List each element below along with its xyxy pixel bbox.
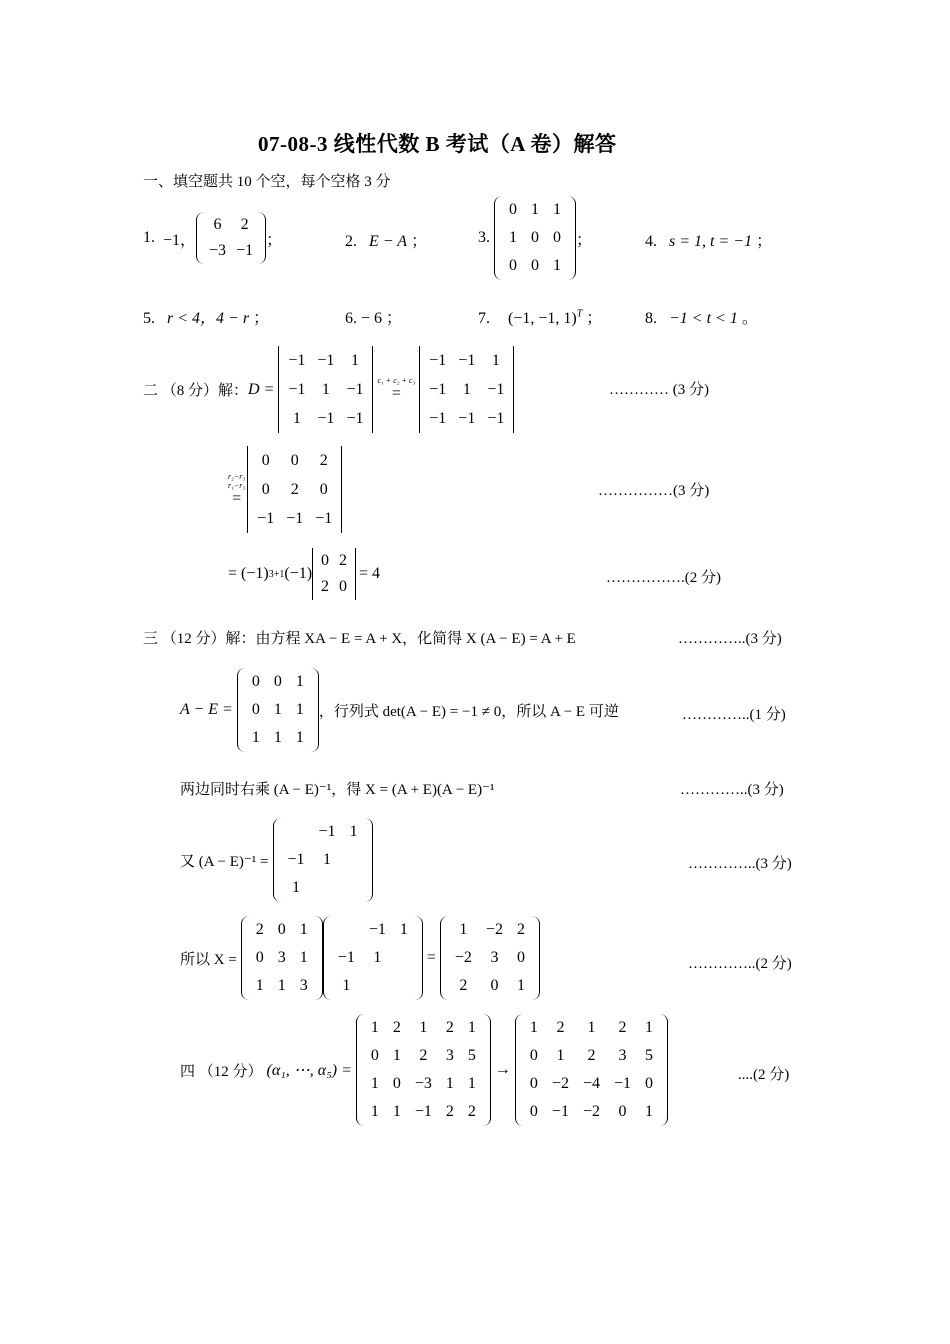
answer-3-end: ； <box>576 231 593 249</box>
matrix-cell: 5 <box>645 1047 654 1064</box>
matrix-cell: −1 <box>429 352 447 369</box>
matrix-cell: 0 <box>529 1075 538 1092</box>
bracket-right <box>415 916 423 1000</box>
matrix-row <box>364 1098 483 1126</box>
matrix-cell: 0 <box>529 1047 538 1064</box>
matrix-cell: 0 <box>273 673 282 690</box>
matrix-cell: 2 <box>392 1019 401 1036</box>
matrix-row <box>281 818 365 846</box>
matrix-row <box>251 475 338 504</box>
column-op-label: c₁ + c₂ + c₃ <box>377 376 416 385</box>
matrix-row <box>245 668 311 696</box>
matrix-cell: 0 <box>370 1047 379 1064</box>
matrix-cell: −1 <box>257 510 275 527</box>
matrix-cell: 2 <box>445 1019 454 1036</box>
matrix-cell: −1 <box>613 1075 632 1092</box>
alpha-label: (α₁, ⋯, α₅) = <box>266 1062 352 1079</box>
determinant-3 <box>247 446 342 533</box>
section3-score-4: …………..(3 分) <box>688 856 792 872</box>
matrix-cell: −1 <box>487 410 505 427</box>
section2-heading: 二 （8 分）解： <box>143 383 249 399</box>
answer-6-label: 6. <box>345 310 357 327</box>
matrix-row <box>251 446 338 475</box>
matrix-cell: 0 <box>490 977 499 994</box>
section4-matrix-2 <box>515 1014 668 1126</box>
bracket-right <box>338 446 342 533</box>
matrix-cell <box>281 818 312 846</box>
answer-1-value: −1， <box>163 231 197 249</box>
matrix-cell: 2 <box>445 1103 454 1120</box>
matrix-row <box>204 238 258 264</box>
matrix-row <box>448 972 532 1000</box>
answer-7-sup: T <box>576 308 583 320</box>
matrix-cell: −1 <box>487 381 505 398</box>
section4-matrix-1 <box>356 1014 491 1126</box>
matrix-cell: 0 <box>319 481 328 498</box>
matrix-entries <box>331 916 415 1000</box>
answer-3-matrix <box>494 196 576 280</box>
matrix-entries <box>502 196 568 280</box>
matrix-cell: 1 <box>399 921 408 938</box>
matrix-cell: 2 <box>516 921 525 938</box>
x-matrix-3 <box>440 916 540 1000</box>
matrix-cell: 0 <box>516 949 525 966</box>
matrix-cell: −1 <box>429 410 447 427</box>
matrix-cell: 1 <box>553 257 561 274</box>
section2-line2 <box>228 446 342 533</box>
matrix-cell: 1 <box>323 851 332 868</box>
matrix-cell: 1 <box>531 201 539 218</box>
matrix-row <box>364 1042 483 1070</box>
answer-2-label: 2. <box>345 233 357 250</box>
matrix-entries <box>249 916 315 1000</box>
bracket-right <box>352 548 356 600</box>
matrix-entries <box>316 548 352 600</box>
matrix-cell: 2 <box>618 1019 627 1036</box>
answer-5-label: 5. <box>143 310 155 327</box>
answer-4-value: s = 1, t = −1 <box>669 233 753 250</box>
matrix-cell: −1 <box>315 510 333 527</box>
answer-1 <box>143 212 282 264</box>
matrix-row <box>282 346 369 375</box>
answer-3 <box>478 196 592 280</box>
bracket-right <box>315 916 323 1000</box>
matrix-row <box>282 404 369 433</box>
matrix-row <box>523 1098 660 1126</box>
matrix-cell: 2 <box>467 1103 476 1120</box>
matrix-row <box>502 252 568 280</box>
matrix-cell: 1 <box>373 949 382 966</box>
matrix-entries <box>364 1014 483 1126</box>
matrix-cell: 1 <box>295 673 304 690</box>
matrix-cell: 0 <box>509 201 517 218</box>
matrix-row <box>523 1014 660 1042</box>
matrix-entries <box>281 818 365 902</box>
matrix-cell: 1 <box>273 729 282 746</box>
answer-3-label: 3. <box>478 229 490 246</box>
section3-score-1: …………..(3 分) <box>678 631 782 647</box>
matrix-cell: 1 <box>370 1075 379 1092</box>
column-op <box>377 376 415 403</box>
matrix-cell: 2 <box>319 452 328 469</box>
matrix-cell: 2 <box>290 481 299 498</box>
answer-8-value: −1 < t < 1 <box>669 310 738 327</box>
section2-score-3: …………….(2 分) <box>606 570 721 586</box>
matrix-cell: 1 <box>491 352 500 369</box>
matrix-cell: −1 <box>458 352 476 369</box>
matrix-cell: −1 <box>414 1103 432 1120</box>
matrix-row <box>502 196 568 224</box>
matrix-row <box>316 574 352 600</box>
section4-line1 <box>180 1014 668 1126</box>
matrix-row <box>448 944 532 972</box>
bracket-right <box>532 916 540 1000</box>
matrix-cell <box>312 874 343 902</box>
matrix-row <box>448 916 532 944</box>
determinant-2 <box>419 346 514 433</box>
matrix-cell: −1 <box>368 921 386 938</box>
matrix-cell: −1 <box>317 352 335 369</box>
matrix-cell: 1 <box>516 977 525 994</box>
matrix-cell: −1 <box>318 823 336 840</box>
matrix-cell: 1 <box>645 1103 654 1120</box>
matrix-cell: 3 <box>299 977 308 994</box>
matrix-entries <box>448 916 532 1000</box>
matrix-cell: 1 <box>459 921 468 938</box>
matrix-cell: −1 <box>317 410 335 427</box>
answer-4 <box>645 228 772 251</box>
matrix-row <box>331 972 415 1000</box>
matrix-cell: −2 <box>551 1075 569 1092</box>
matrix-row <box>245 696 311 724</box>
bracket-right <box>369 346 373 433</box>
matrix-cell: 1 <box>277 977 286 994</box>
section3-line5 <box>180 916 540 1000</box>
matrix-row <box>423 404 510 433</box>
matrix-row <box>316 548 352 574</box>
matrix-row <box>331 916 415 944</box>
matrix-cell: 3 <box>490 949 499 966</box>
matrix-cell: 0 <box>553 229 561 246</box>
answer-1-label: 1. <box>143 229 155 246</box>
answer-7 <box>478 305 602 328</box>
answer-2 <box>345 228 427 251</box>
matrix-cell: −2 <box>485 921 503 938</box>
matrix-cell: 1 <box>292 410 301 427</box>
matrix-cell: 1 <box>645 1019 654 1036</box>
bracket-left <box>323 916 331 1000</box>
matrix-cell: −1 <box>551 1103 569 1120</box>
section3-line4 <box>180 818 373 902</box>
matrix-cell <box>393 944 415 972</box>
matrix-cell: 1 <box>392 1047 401 1064</box>
matrix-row <box>282 375 369 404</box>
matrix-cell: 2 <box>321 578 330 595</box>
matrix-cell: −3 <box>209 242 227 259</box>
matrix-row <box>331 944 415 972</box>
matrix-cell: −1 <box>458 410 476 427</box>
bracket-right <box>311 668 319 752</box>
matrix-cell: 1 <box>255 977 264 994</box>
matrix-cell: 1 <box>349 823 358 840</box>
matrix-row <box>249 916 315 944</box>
matrix-cell: 0 <box>645 1075 654 1092</box>
matrix-cell: −3 <box>414 1075 432 1092</box>
matrix-cell: 2 <box>240 216 249 233</box>
matrix-cell: 0 <box>321 552 330 569</box>
section4-score: ....(2 分) <box>738 1067 790 1083</box>
matrix-cell: −1 <box>346 381 364 398</box>
matrix-cell: −1 <box>337 949 355 966</box>
a-minus-e-text: ，行列式 det(A − E) = −1 ≠ 0，所以 A − E 可逆 <box>318 703 619 720</box>
x-matrix-1 <box>241 916 323 1000</box>
matrix-cell: 0 <box>339 578 348 595</box>
answer-6 <box>345 305 402 328</box>
bracket-left <box>237 668 245 752</box>
row-op-label-1: r₂−r₃ <box>228 471 246 481</box>
matrix-cell: 3 <box>618 1047 627 1064</box>
section2-line3 <box>228 548 380 600</box>
section3-line3: 两边同时右乘 (A − E)⁻¹，得 X = (A + E)(A − E)⁻¹ <box>180 782 495 798</box>
x-label: 所以 X = <box>180 951 237 968</box>
bracket-left <box>494 196 502 280</box>
section1-heading: 一、填空题共 10 个空，每个空格 3 分 <box>143 174 391 190</box>
answer-8 <box>645 305 758 328</box>
matrix-cell: 1 <box>299 949 308 966</box>
bracket-right <box>258 212 266 264</box>
bracket-left <box>356 1014 364 1126</box>
x-matrix-2 <box>323 916 423 1000</box>
inverse-matrix <box>273 818 373 902</box>
matrix-entries <box>251 446 338 533</box>
matrix-cell: 1 <box>556 1047 565 1064</box>
matrix-cell: 0 <box>255 949 264 966</box>
matrix-cell: 1 <box>321 381 330 398</box>
section2-score-2: ……………(3 分) <box>598 483 710 499</box>
section3-line1: 三 （12 分）解：由方程 XA − E = A + X，化简得 X (A − E) = A + E <box>143 631 576 647</box>
bracket-left <box>241 916 249 1000</box>
arrow: → <box>494 1061 511 1078</box>
matrix-row <box>502 224 568 252</box>
matrix-cell: 2 <box>419 1047 428 1064</box>
answer-2-value: E − A <box>369 233 408 250</box>
matrix-row <box>423 375 510 404</box>
bracket-right <box>510 346 514 433</box>
matrix-row <box>364 1014 483 1042</box>
matrix-cell: 0 <box>290 452 299 469</box>
inverse-label: 又 (A − E)⁻¹ = <box>180 853 269 870</box>
matrix-cell: −2 <box>582 1103 600 1120</box>
line3-mid: (−1) <box>284 565 313 582</box>
bracket-left <box>515 1014 523 1126</box>
bracket-left <box>273 818 281 902</box>
answer-7-value: (−1, −1, 1) <box>508 310 577 327</box>
section3-score-2: …………..(1 分) <box>682 707 786 723</box>
matrix-cell: 1 <box>467 1075 476 1092</box>
determinant-1 <box>278 346 373 433</box>
line3-sup: 3+1 <box>268 568 285 580</box>
answer-8-end: 。 <box>741 310 758 327</box>
matrix-cell <box>362 972 393 1000</box>
answer-5-end: ； <box>253 310 270 327</box>
matrix-cell: 0 <box>277 921 286 938</box>
matrix-cell: 1 <box>467 1019 476 1036</box>
matrix-cell: −2 <box>454 949 472 966</box>
matrix-cell: 0 <box>618 1103 627 1120</box>
matrix-row <box>245 724 311 752</box>
matrix-cell: −1 <box>429 381 447 398</box>
matrix-cell: 2 <box>255 921 264 938</box>
matrix-cell: 1 <box>529 1019 538 1036</box>
answer-7-label: 7. <box>478 310 490 327</box>
bracket-left <box>440 916 448 1000</box>
matrix-cell: 1 <box>299 921 308 938</box>
matrix-cell: 1 <box>295 701 304 718</box>
matrix-cell: 1 <box>419 1019 428 1036</box>
answer-4-end: ； <box>756 233 773 250</box>
answer-7-end: ； <box>586 310 603 327</box>
section3-score-3: …………..(3 分) <box>680 782 784 798</box>
matrix-row <box>251 504 338 533</box>
matrix-cell: 1 <box>273 701 282 718</box>
matrix-cell: 0 <box>531 229 539 246</box>
equals-sign-2: = <box>232 489 242 507</box>
bracket-right <box>483 1014 491 1126</box>
matrix-cell: 0 <box>261 452 270 469</box>
matrix-cell: −4 <box>582 1075 600 1092</box>
matrix-row <box>249 972 315 1000</box>
matrix-cell: −1 <box>288 381 306 398</box>
matrix-cell: 0 <box>251 673 260 690</box>
matrix-row <box>423 346 510 375</box>
answer-6-end: ； <box>386 310 403 327</box>
matrix-entries <box>245 668 311 752</box>
matrix-cell: 1 <box>295 729 304 746</box>
matrix-cell <box>393 972 415 1000</box>
bracket-right <box>660 1014 668 1126</box>
matrix-entries <box>423 346 510 433</box>
matrix-row <box>204 212 258 238</box>
determinant-label: D = <box>248 380 275 398</box>
matrix-cell: 6 <box>213 216 222 233</box>
answer-1-matrix <box>196 212 266 264</box>
answer-5-value: r < 4，4 − r <box>167 310 250 327</box>
matrix-cell: 3 <box>277 949 286 966</box>
matrix-row <box>523 1042 660 1070</box>
matrix-row <box>281 874 365 902</box>
document-title: 07-08-3 线性代数 B 考试（A 卷）解答 <box>258 132 617 156</box>
equals-sign: = <box>391 385 401 402</box>
matrix-cell: 0 <box>531 257 539 274</box>
matrix-cell: 0 <box>261 481 270 498</box>
matrix-cell: 0 <box>392 1075 401 1092</box>
a-minus-e-label: A − E = <box>180 701 233 718</box>
matrix-cell: 1 <box>553 201 561 218</box>
matrix-row <box>364 1070 483 1098</box>
matrix-cell: 3 <box>445 1047 454 1064</box>
section2-score-1: ………… (3 分) <box>609 382 709 398</box>
bracket-left <box>196 212 204 264</box>
matrix-cell: 1 <box>342 977 351 994</box>
a-minus-e-matrix <box>237 668 319 752</box>
line3-post: = 4 <box>359 565 381 582</box>
matrix-cell: −1 <box>288 352 306 369</box>
matrix-row <box>249 944 315 972</box>
section4-heading: 四 （12 分） <box>180 1063 263 1080</box>
answer-2-end: ； <box>411 233 428 250</box>
matrix-cell: −1 <box>287 851 305 868</box>
matrix-cell: −1 <box>346 410 364 427</box>
matrix-cell: −1 <box>236 242 254 259</box>
row-op-label-2: r₁−r₃ <box>228 480 246 490</box>
matrix-cell: 1 <box>445 1075 454 1092</box>
determinant-4 <box>312 548 356 600</box>
matrix-cell: 0 <box>509 257 517 274</box>
answer-5 <box>143 305 269 328</box>
matrix-cell: −1 <box>286 510 304 527</box>
matrix-cell: 1 <box>350 352 359 369</box>
line3-pre: = (−1) <box>228 565 269 582</box>
matrix-cell: 1 <box>370 1019 379 1036</box>
matrix-entries <box>204 212 258 264</box>
matrix-cell: 1 <box>587 1019 596 1036</box>
matrix-cell: 2 <box>556 1019 565 1036</box>
section2-line1 <box>143 346 514 433</box>
answer-4-label: 4. <box>645 233 657 250</box>
matrix-row <box>523 1070 660 1098</box>
answer-1-end: ； <box>266 231 283 249</box>
matrix-cell: 2 <box>587 1047 596 1064</box>
answer-6-value: − 6 <box>361 310 383 327</box>
matrix-cell: 1 <box>462 381 471 398</box>
matrix-cell: 5 <box>467 1047 476 1064</box>
matrix-cell: 1 <box>392 1103 401 1120</box>
x-equals: = <box>426 949 436 966</box>
matrix-cell <box>343 874 365 902</box>
matrix-entries <box>282 346 369 433</box>
matrix-cell: 1 <box>251 729 260 746</box>
matrix-entries <box>523 1014 660 1126</box>
matrix-row <box>281 846 365 874</box>
section3-line2 <box>180 668 619 752</box>
matrix-cell: 1 <box>292 879 301 896</box>
matrix-cell: 1 <box>370 1103 379 1120</box>
answer-8-label: 8. <box>645 310 657 327</box>
matrix-cell: 0 <box>529 1103 538 1120</box>
row-op <box>228 472 245 508</box>
bracket-right <box>365 818 373 902</box>
matrix-cell: 2 <box>339 552 348 569</box>
bracket-right <box>568 196 576 280</box>
section3-score-5: …………..(2 分) <box>688 956 792 972</box>
matrix-cell <box>343 846 365 874</box>
matrix-cell: 2 <box>459 977 468 994</box>
matrix-cell: 1 <box>509 229 517 246</box>
matrix-cell <box>331 916 362 944</box>
matrix-cell: 0 <box>251 701 260 718</box>
